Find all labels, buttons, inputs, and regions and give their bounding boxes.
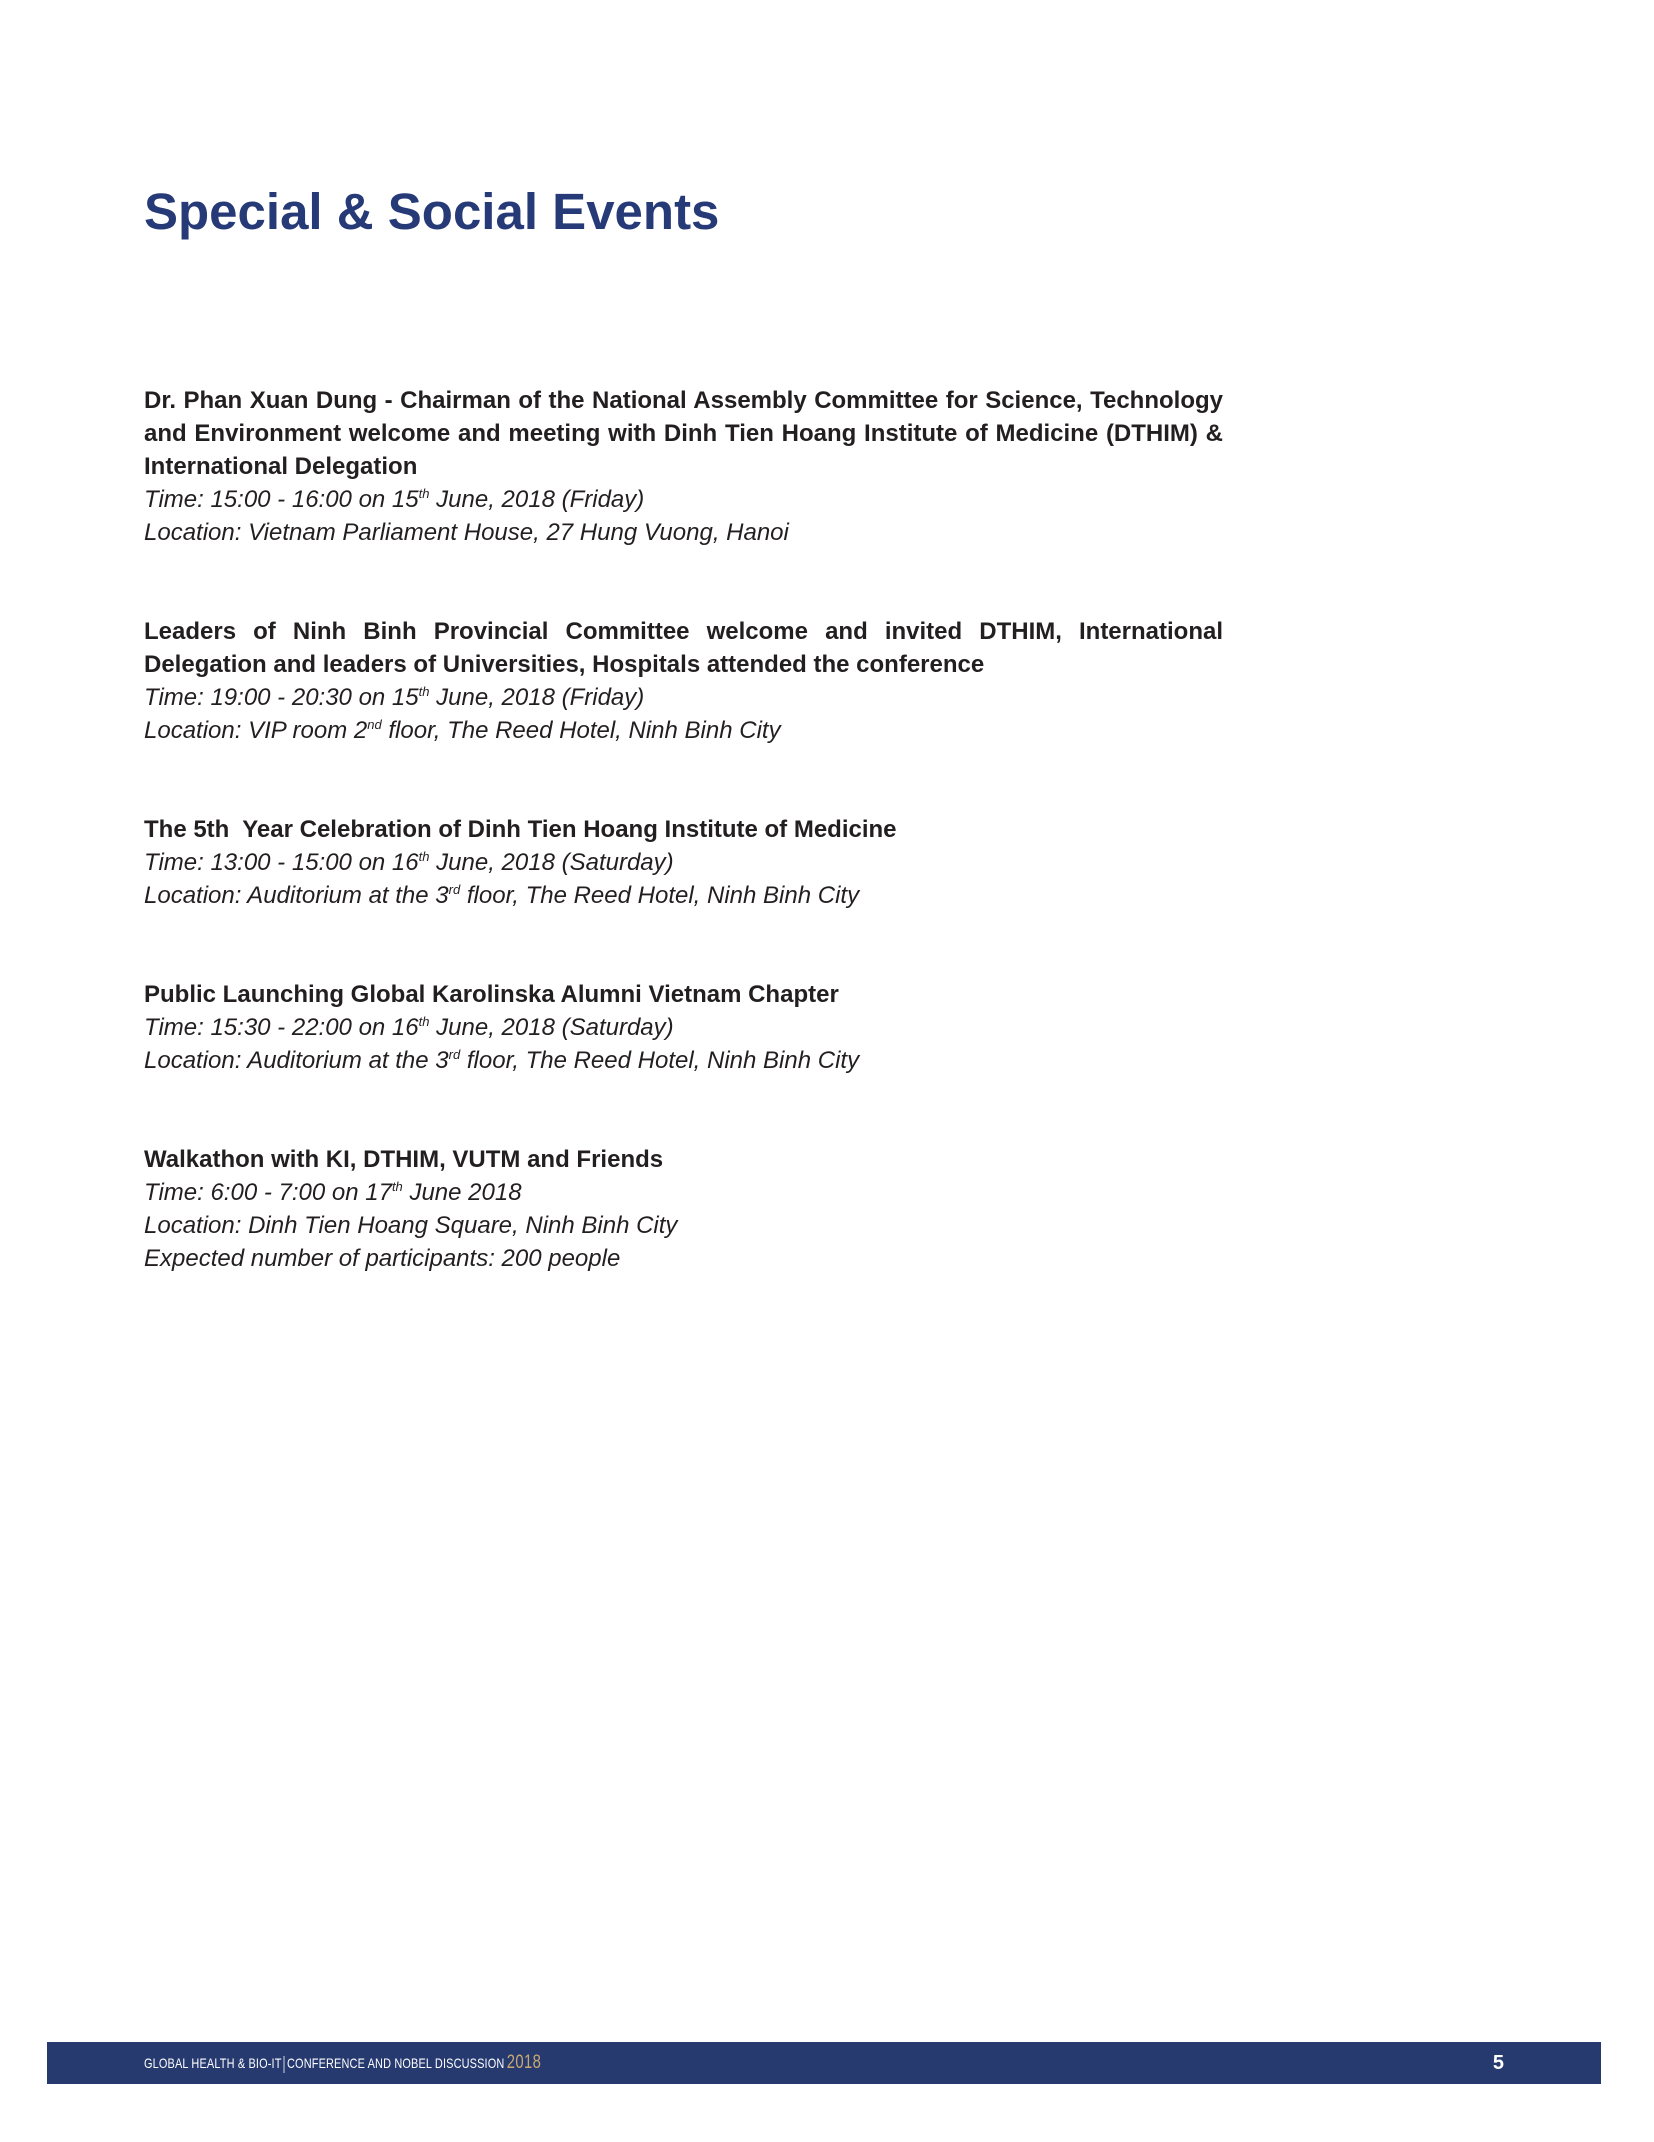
event-item — [144, 813, 1223, 912]
event-location: Location: VIP room 2nd floor, The Reed Hotel, Ninh Binh City — [144, 717, 781, 744]
event-item — [144, 1143, 1223, 1275]
event-title: Public Launching Global Karolinska Alumni Vietnam Chapter — [144, 981, 839, 1008]
footer-left-text: GLOBAL HEALTH & BIO-IT — [144, 2055, 282, 2071]
event-location: Location: Auditorium at the 3rd floor, The Reed Hotel, Ninh Binh City — [144, 882, 860, 909]
events-list — [144, 384, 1223, 1275]
footer-bar — [47, 2042, 1601, 2084]
event-item — [144, 978, 1223, 1077]
footer-year: 2018 — [506, 2052, 542, 2073]
footer-text — [144, 2042, 541, 2084]
event-title: Leaders of Ninh Binh Provincial Committee welcome and invited DTHIM, International Delegation and leaders of Universities, Hospitals attended the conference — [144, 618, 1223, 678]
event-item — [144, 615, 1223, 747]
event-time: Time: 15:30 - 22:00 on 16th June, 2018 (Saturday) — [144, 1014, 674, 1041]
event-time: Time: 13:00 - 15:00 on 16th June, 2018 (Saturday) — [144, 849, 674, 876]
page-title: Special & Social Events — [144, 183, 720, 240]
event-title: Dr. Phan Xuan Dung - Chairman of the National Assembly Committee for Science, Technology and Environment welcome and meeting with Dinh Tien Hoang Institute of Medicine (DTHIM) & International Delegation — [144, 387, 1223, 480]
event-item — [144, 384, 1223, 549]
event-time: Time: 15:00 - 16:00 on 15th June, 2018 (Friday) — [144, 486, 645, 513]
event-location: Location: Auditorium at the 3rd floor, The Reed Hotel, Ninh Binh City — [144, 1047, 860, 1074]
page-number: 5 — [1492, 2052, 1504, 2074]
event-title: The 5th Year Celebration of Dinh Tien Hoang Institute of Medicine — [144, 816, 897, 843]
event-time: Time: 6:00 - 7:00 on 17th June 2018 — [144, 1179, 522, 1206]
event-location: Location: Vietnam Parliament House, 27 Hung Vuong, Hanoi — [144, 519, 789, 546]
event-location: Location: Dinh Tien Hoang Square, Ninh Binh City — [144, 1212, 678, 1239]
event-participants: Expected number of participants: 200 people — [144, 1245, 621, 1272]
event-time: Time: 19:00 - 20:30 on 15th June, 2018 (Friday) — [144, 684, 645, 711]
footer-right-text: CONFERENCE AND NOBEL DISCUSSION — [287, 2055, 505, 2071]
footer-divider — [284, 2056, 285, 2073]
event-title: Walkathon with KI, DTHIM, VUTM and Friends — [144, 1146, 664, 1173]
